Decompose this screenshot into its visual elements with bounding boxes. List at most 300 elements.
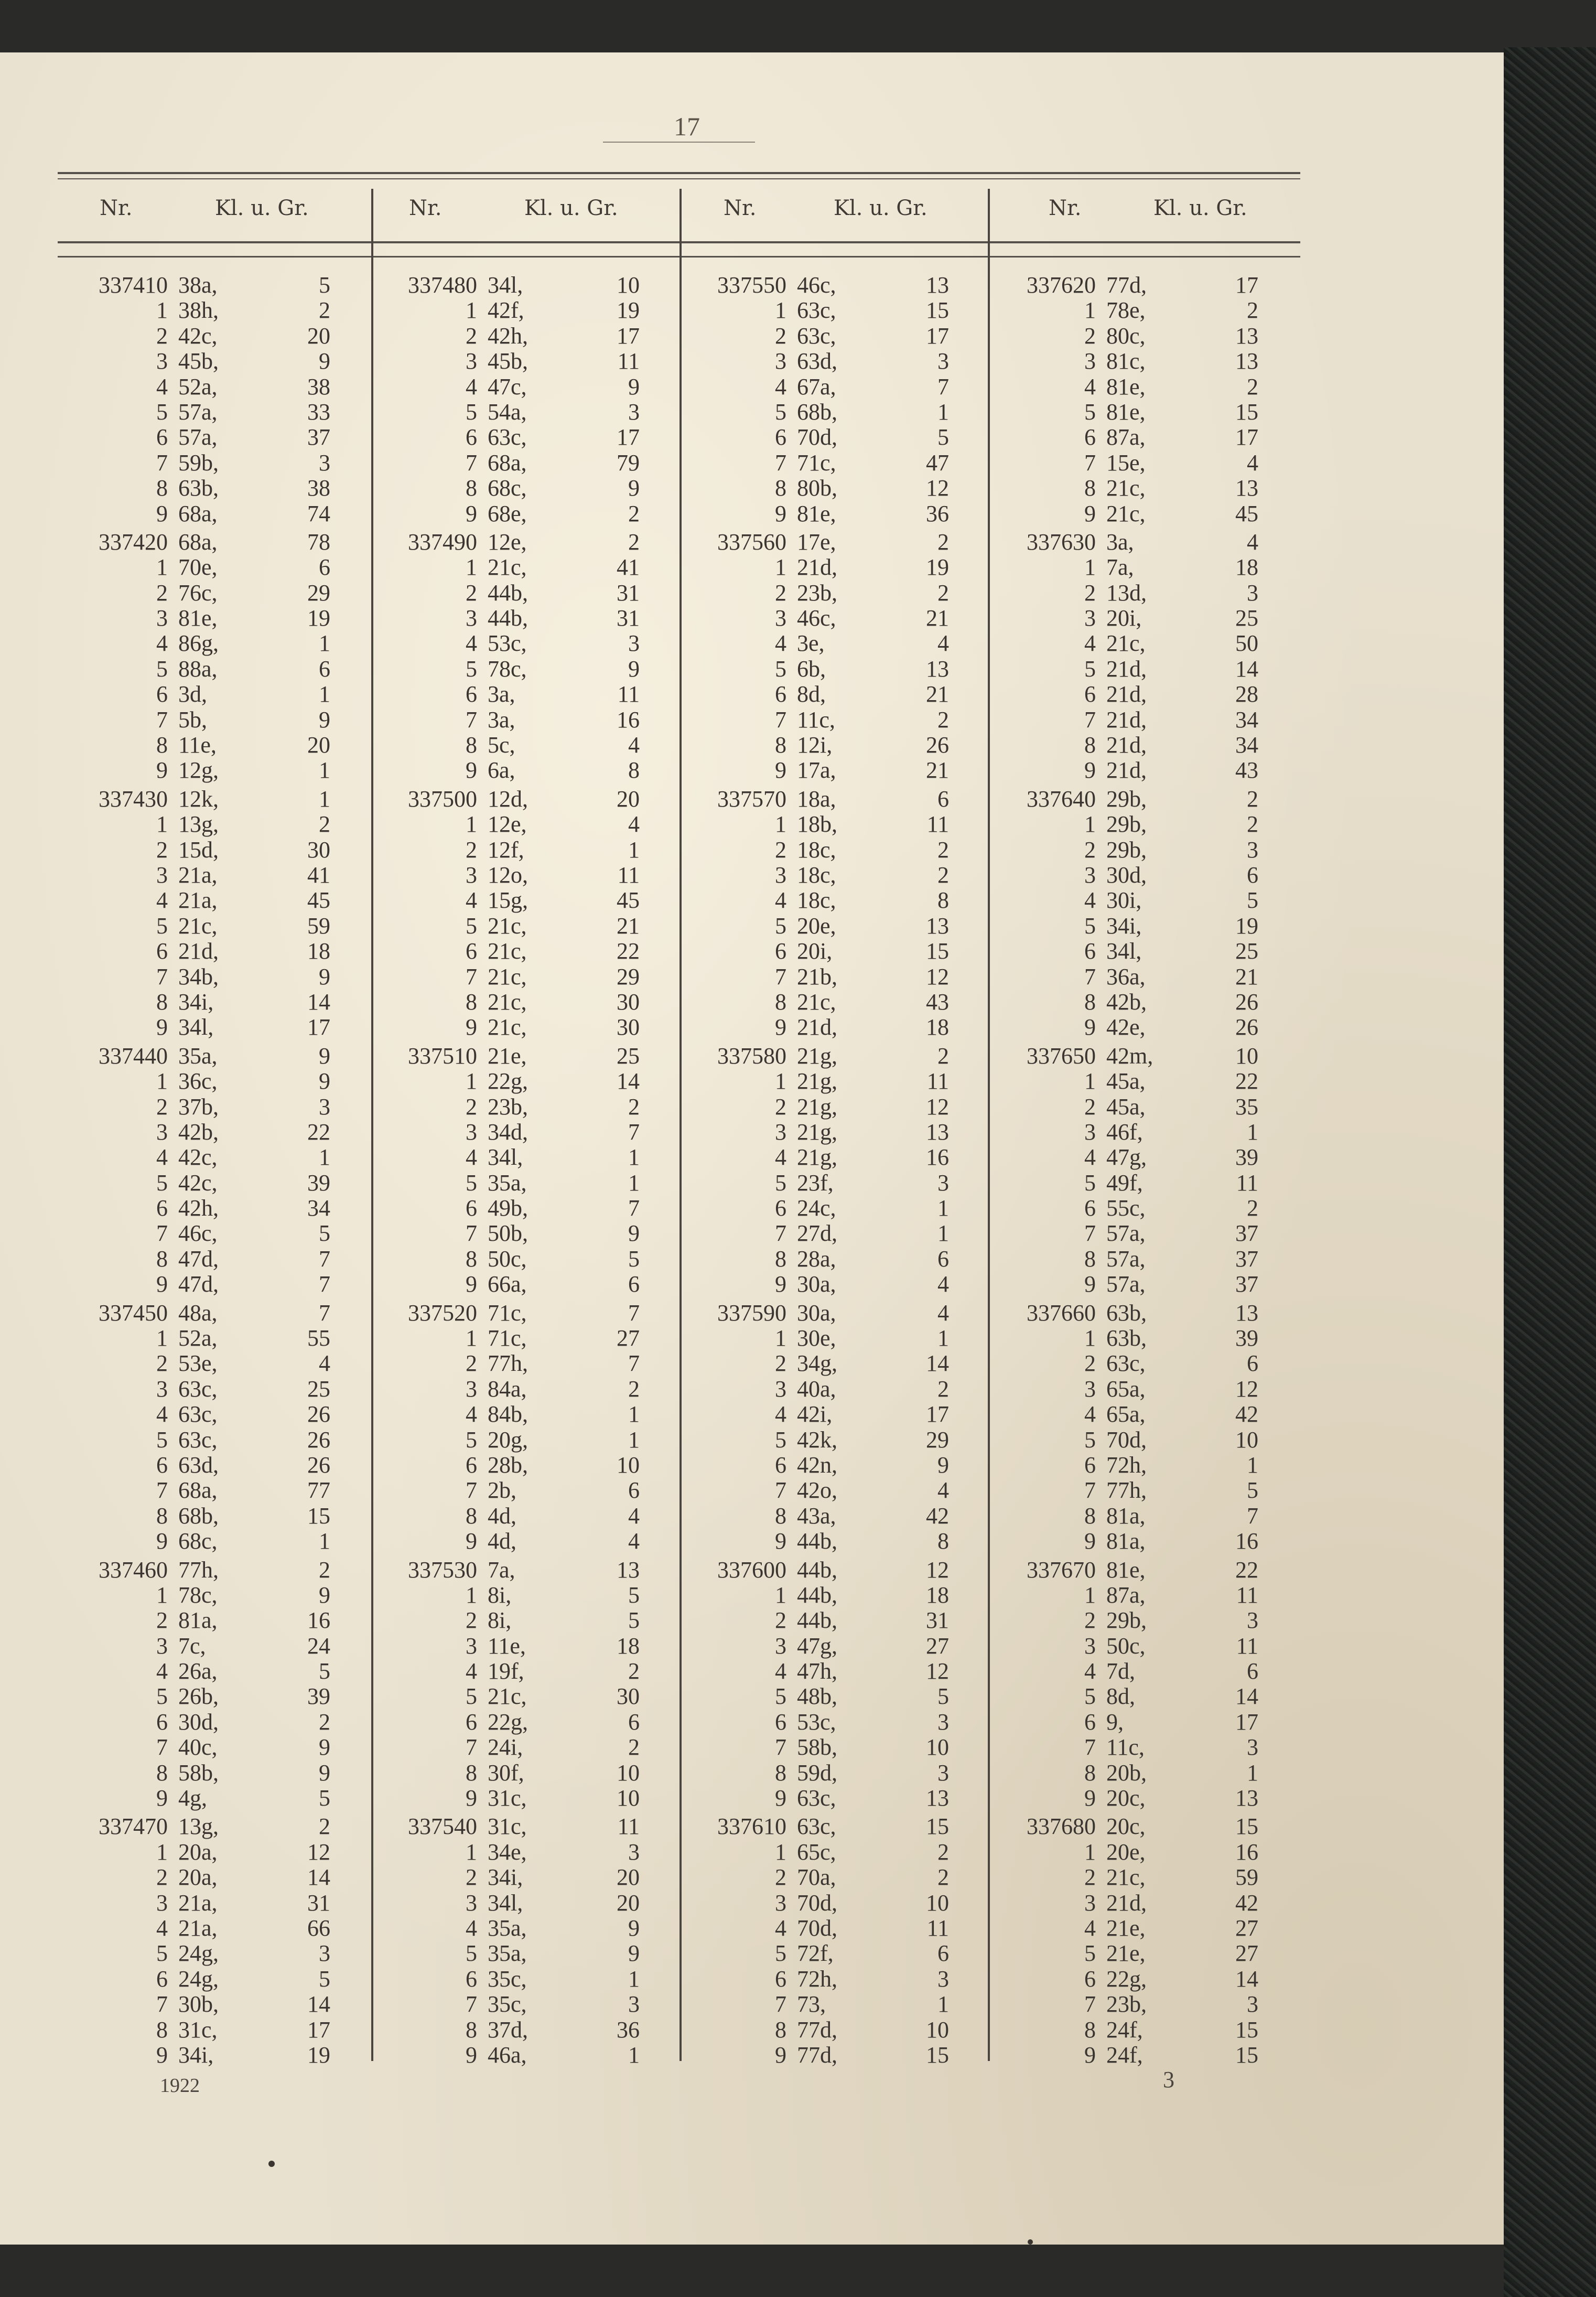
table-row xyxy=(986,863,1295,888)
table-row xyxy=(676,1247,986,1272)
class-group: 57a, xyxy=(1106,1246,1146,1272)
table-row xyxy=(58,682,367,707)
group-number: 7 xyxy=(319,1246,330,1272)
class-group: 7c, xyxy=(178,1633,206,1659)
entry-number: 9 xyxy=(466,1014,477,1040)
entry-number: 7 xyxy=(156,1734,168,1761)
class-group: 28a, xyxy=(797,1246,836,1272)
entry-number: 337620 xyxy=(1027,272,1096,298)
table-row xyxy=(986,1504,1295,1529)
class-group: 21g, xyxy=(797,1093,837,1120)
table-row xyxy=(676,1351,986,1376)
entry-number: 4 xyxy=(466,630,477,657)
group-number: 25 xyxy=(307,1376,330,1402)
group-number: 2 xyxy=(319,1813,330,1840)
class-group: 59d, xyxy=(797,1759,837,1786)
group-number: 1 xyxy=(937,1195,949,1221)
group-number: 21 xyxy=(926,681,949,707)
class-group: 30f, xyxy=(488,1759,524,1786)
entry-number: 4 xyxy=(156,1144,168,1171)
group-number: 5 xyxy=(319,1658,330,1684)
class-group: 57a, xyxy=(178,424,218,450)
table-row xyxy=(367,787,676,812)
table-row xyxy=(58,657,367,682)
table-row xyxy=(367,1326,676,1351)
class-group: 81a, xyxy=(1106,1502,1146,1529)
class-group: 12o, xyxy=(488,862,528,888)
table-row xyxy=(58,476,367,501)
entry-number: 5 xyxy=(156,656,168,682)
book-binding xyxy=(1504,47,1596,2297)
entry-number: 2 xyxy=(156,579,168,606)
group-number: 16 xyxy=(926,1144,949,1171)
group-number: 5 xyxy=(937,424,949,450)
table-row xyxy=(986,1814,1295,1839)
group-number: 36 xyxy=(617,2016,640,2043)
table-row xyxy=(986,450,1295,476)
entry-number: 4 xyxy=(466,887,477,914)
group-number: 15 xyxy=(926,938,949,964)
group-number: 5 xyxy=(319,1966,330,1992)
class-group: 21c, xyxy=(488,989,527,1015)
group-number: 6 xyxy=(628,1709,640,1735)
table-row xyxy=(58,1786,367,1811)
group-number: 2 xyxy=(937,862,949,888)
class-group: 7d, xyxy=(1106,1658,1135,1684)
table-row xyxy=(367,1427,676,1453)
entry-number: 5 xyxy=(156,913,168,939)
class-group: 63c, xyxy=(178,1376,218,1402)
class-group: 45a, xyxy=(1106,1068,1146,1094)
class-group: 35a, xyxy=(488,1940,527,1967)
class-group: 21d, xyxy=(1106,757,1147,783)
table-row xyxy=(676,1710,986,1735)
table-row xyxy=(367,581,676,606)
table-row xyxy=(367,1094,676,1120)
table-row xyxy=(58,1735,367,1760)
group-number: 2 xyxy=(937,836,949,863)
group-number: 37 xyxy=(307,424,330,450)
group-number: 33 xyxy=(307,399,330,425)
entry-number: 2 xyxy=(156,836,168,863)
table-row xyxy=(676,1069,986,1094)
class-group: 21c, xyxy=(1106,1864,1146,1891)
entry-number: 7 xyxy=(466,1220,477,1247)
group-number: 3 xyxy=(1247,579,1258,606)
entry-number: 4 xyxy=(466,373,477,400)
table-row xyxy=(367,324,676,349)
group-number: 5 xyxy=(319,1220,330,1247)
class-group: 3d, xyxy=(178,681,207,707)
class-group: 20g, xyxy=(488,1426,528,1453)
entry-number: 9 xyxy=(466,1271,477,1297)
table-row xyxy=(58,2017,367,2043)
group-number: 16 xyxy=(307,1607,330,1634)
table-row xyxy=(58,1044,367,1069)
group-number: 21 xyxy=(926,605,949,631)
page-number: 17 xyxy=(674,112,700,141)
entry-number: 7 xyxy=(1084,963,1096,990)
table-row xyxy=(58,1967,367,1992)
table-row xyxy=(986,349,1295,374)
group-number: 3 xyxy=(1247,1991,1258,2017)
group-number: 18 xyxy=(617,1633,640,1659)
class-group: 78c, xyxy=(488,656,527,682)
table-row xyxy=(58,530,367,555)
class-group: 12k, xyxy=(178,786,219,812)
entry-number: 3 xyxy=(156,1376,168,1402)
table-row xyxy=(986,1840,1295,1865)
group-number: 11 xyxy=(926,1068,949,1094)
entry-number: 8 xyxy=(1084,1502,1096,1529)
table-row xyxy=(986,324,1295,349)
table-row xyxy=(676,324,986,349)
group-number: 4 xyxy=(937,1271,949,1297)
table-row xyxy=(676,888,986,913)
entry-number: 9 xyxy=(775,1014,786,1040)
table-row xyxy=(676,758,986,783)
table-row xyxy=(986,1941,1295,1966)
class-group: 77d, xyxy=(797,2016,837,2043)
table-top-rule xyxy=(58,172,1300,174)
group-number: 30 xyxy=(617,1014,640,1040)
class-group: 76c, xyxy=(178,579,218,606)
table-row xyxy=(58,273,367,298)
entry-number: 6 xyxy=(775,1195,786,1221)
table-row xyxy=(676,425,986,450)
group-number: 20 xyxy=(617,1864,640,1891)
class-group: 12g, xyxy=(178,757,219,783)
table-row xyxy=(367,758,676,783)
entry-number: 7 xyxy=(156,1220,168,1247)
class-group: 21c, xyxy=(488,1683,527,1710)
class-group: 18b, xyxy=(797,811,837,838)
class-group: 3a, xyxy=(488,681,515,707)
class-group: 63d, xyxy=(178,1452,219,1478)
entry-number: 4 xyxy=(1084,373,1096,400)
group-number: 6 xyxy=(937,786,949,812)
table-row xyxy=(986,758,1295,783)
entry-number: 1 xyxy=(775,1582,786,1608)
group-number: 9 xyxy=(319,1068,330,1094)
table-row xyxy=(367,1504,676,1529)
class-group: 34l, xyxy=(1106,938,1142,964)
entry-number: 5 xyxy=(775,913,786,939)
table-row xyxy=(367,349,676,374)
group-number: 59 xyxy=(307,913,330,939)
group-number: 3 xyxy=(937,1709,949,1735)
class-group: 34d, xyxy=(488,1119,528,1145)
entry-number: 8 xyxy=(775,989,786,1015)
class-group: 37b, xyxy=(178,1093,219,1120)
group-number: 37 xyxy=(1235,1246,1258,1272)
group-number: 30 xyxy=(617,989,640,1015)
table-row xyxy=(676,1659,986,1684)
table-row xyxy=(367,1710,676,1735)
class-group: 44b, xyxy=(488,605,528,631)
table-row xyxy=(676,530,986,555)
entry-number: 1 xyxy=(156,297,168,324)
table-row xyxy=(986,1865,1295,1890)
entry-number: 2 xyxy=(1084,323,1096,349)
entry-number: 8 xyxy=(466,732,477,758)
class-group: 42c, xyxy=(178,323,218,349)
entry-number: 2 xyxy=(775,323,786,349)
group-number: 1 xyxy=(937,399,949,425)
entry-number: 8 xyxy=(1084,2016,1096,2043)
table-row xyxy=(58,787,367,812)
header-nr: Nr. xyxy=(409,196,442,220)
group-number: 2 xyxy=(1247,297,1258,324)
class-group: 38a, xyxy=(178,272,218,298)
table-row xyxy=(58,581,367,606)
table-row xyxy=(676,1761,986,1786)
entry-number: 5 xyxy=(1084,1169,1096,1196)
table-column-2 xyxy=(367,273,676,2068)
table-row xyxy=(986,1659,1295,1684)
entry-number: 9 xyxy=(156,2042,168,2068)
class-group: 21e, xyxy=(488,1043,527,1069)
entry-number: 3 xyxy=(1084,862,1096,888)
class-group: 48a, xyxy=(178,1300,218,1326)
entry-number: 9 xyxy=(775,2042,786,2068)
group-number: 17 xyxy=(926,1401,949,1427)
class-group: 4d, xyxy=(488,1528,516,1554)
entry-number: 9 xyxy=(466,1785,477,1811)
entry-number: 8 xyxy=(156,989,168,1015)
class-group: 65a, xyxy=(1106,1401,1146,1427)
class-group: 42k, xyxy=(797,1426,837,1453)
table-row xyxy=(986,1015,1295,1040)
class-group: 20c, xyxy=(1106,1785,1146,1811)
entry-number: 4 xyxy=(156,1658,168,1684)
group-number: 12 xyxy=(307,1839,330,1865)
class-group: 47g, xyxy=(797,1633,837,1659)
class-group: 21b, xyxy=(797,963,837,990)
entry-number: 1 xyxy=(466,1325,477,1351)
group-number: 26 xyxy=(307,1426,330,1453)
entry-number: 9 xyxy=(1084,1014,1096,1040)
group-number: 1 xyxy=(628,1426,640,1453)
group-number: 1 xyxy=(319,1528,330,1554)
table-row xyxy=(58,1865,367,1890)
class-group: 63c, xyxy=(178,1426,218,1453)
class-group: 54a, xyxy=(488,399,527,425)
ink-spot xyxy=(1028,2239,1033,2245)
group-number: 2 xyxy=(628,1093,640,1120)
group-number: 8 xyxy=(937,1528,949,1554)
class-group: 24c, xyxy=(797,1195,836,1221)
table-row xyxy=(58,1301,367,1326)
entry-number: 8 xyxy=(1084,1759,1096,1786)
class-group: 81e, xyxy=(1106,373,1146,400)
class-group: 29b, xyxy=(1106,836,1147,863)
table-row xyxy=(367,1659,676,1684)
table-row xyxy=(58,631,367,656)
group-number: 31 xyxy=(617,605,640,631)
table-row xyxy=(986,1402,1295,1427)
group-number: 17 xyxy=(926,323,949,349)
entry-number: 337540 xyxy=(408,1813,477,1840)
entry-number: 3 xyxy=(156,1633,168,1659)
table-row xyxy=(58,425,367,450)
group-number: 2 xyxy=(628,529,640,555)
table-row xyxy=(986,1608,1295,1633)
table-row xyxy=(986,1583,1295,1608)
entry-number: 6 xyxy=(466,1195,477,1221)
class-group: 80b, xyxy=(797,475,837,501)
class-group: 50c, xyxy=(488,1246,527,1272)
table-column-4 xyxy=(986,273,1295,2068)
table-row xyxy=(676,1634,986,1659)
group-number: 18 xyxy=(926,1014,949,1040)
class-group: 67a, xyxy=(797,373,836,400)
class-group: 77h, xyxy=(178,1557,219,1583)
entry-number: 4 xyxy=(156,1401,168,1427)
class-group: 12e, xyxy=(488,811,527,838)
class-group: 34i, xyxy=(488,1864,523,1891)
entry-number: 7 xyxy=(156,963,168,990)
class-group: 6a, xyxy=(488,757,515,783)
group-number: 9 xyxy=(319,1734,330,1761)
group-number: 17 xyxy=(1235,1709,1258,1735)
group-number: 1 xyxy=(319,757,330,783)
group-number: 14 xyxy=(1235,1966,1258,1992)
table-row xyxy=(367,1529,676,1554)
class-group: 20e, xyxy=(1106,1839,1146,1865)
table-row xyxy=(367,1120,676,1145)
group-number: 34 xyxy=(307,1195,330,1221)
class-group: 12i, xyxy=(797,732,833,758)
class-group: 47g, xyxy=(1106,1144,1147,1171)
table-row xyxy=(367,1171,676,1196)
entry-number: 5 xyxy=(1084,399,1096,425)
table-row xyxy=(367,1069,676,1094)
class-group: 31c, xyxy=(178,2016,218,2043)
table-row xyxy=(58,501,367,527)
group-number: 8 xyxy=(628,757,640,783)
table-row xyxy=(676,787,986,812)
table-row xyxy=(986,1247,1295,1272)
header-kl: Kl. u. Gr. xyxy=(215,196,309,220)
group-number: 18 xyxy=(926,1582,949,1608)
table-row xyxy=(676,450,986,476)
entry-number: 337660 xyxy=(1027,1300,1096,1326)
table-row xyxy=(58,1992,367,2017)
table-row xyxy=(676,1044,986,1069)
class-group: 3a, xyxy=(1106,529,1134,555)
class-group: 31c, xyxy=(488,1785,527,1811)
group-number: 9 xyxy=(628,373,640,400)
class-group: 34b, xyxy=(178,963,219,990)
group-number: 19 xyxy=(1235,913,1258,939)
entry-number: 2 xyxy=(775,836,786,863)
group-number: 13 xyxy=(1235,475,1258,501)
group-number: 11 xyxy=(926,811,949,838)
class-group: 43a, xyxy=(797,1502,836,1529)
group-number: 7 xyxy=(628,1350,640,1377)
class-group: 55c, xyxy=(1106,1195,1146,1221)
group-number: 1 xyxy=(628,2042,640,2068)
entry-number: 1 xyxy=(156,1325,168,1351)
table-row xyxy=(367,400,676,425)
table-row xyxy=(676,1786,986,1811)
entry-number: 4 xyxy=(1084,887,1096,914)
entry-number: 3 xyxy=(156,862,168,888)
entry-number: 4 xyxy=(775,630,786,657)
group-number: 6 xyxy=(1247,862,1258,888)
group-number: 27 xyxy=(1235,1940,1258,1967)
entry-number: 4 xyxy=(156,630,168,657)
group-number: 9 xyxy=(319,1043,330,1069)
entry-number: 8 xyxy=(466,1246,477,1272)
class-group: 21a, xyxy=(178,1915,218,1941)
entry-number: 1 xyxy=(156,1068,168,1094)
class-group: 68b, xyxy=(797,399,837,425)
entry-number: 337590 xyxy=(717,1300,786,1326)
table-row xyxy=(58,1402,367,1427)
class-group: 42i, xyxy=(797,1401,833,1427)
class-group: 40a, xyxy=(797,1376,836,1402)
group-number: 4 xyxy=(937,1300,949,1326)
class-group: 37d, xyxy=(488,2016,528,2043)
entry-number: 9 xyxy=(466,2042,477,2068)
table-row xyxy=(58,1891,367,1916)
entry-number: 9 xyxy=(775,1271,786,1297)
table-row xyxy=(58,1710,367,1735)
class-group: 63c, xyxy=(488,424,527,450)
entry-number: 3 xyxy=(156,1890,168,1916)
table-row xyxy=(676,631,986,656)
entry-number: 4 xyxy=(156,1915,168,1941)
class-group: 11c, xyxy=(1106,1734,1145,1761)
group-number: 6 xyxy=(319,656,330,682)
table-row xyxy=(986,888,1295,913)
group-number: 2 xyxy=(937,529,949,555)
group-number: 2 xyxy=(937,706,949,733)
entry-number: 2 xyxy=(466,1864,477,1891)
table-row xyxy=(58,1504,367,1529)
table-row xyxy=(676,1941,986,1966)
group-number: 7 xyxy=(1247,1502,1258,1529)
entry-number: 1 xyxy=(466,1068,477,1094)
group-number: 17 xyxy=(307,1014,330,1040)
table-row xyxy=(986,1891,1295,1916)
class-group: 21a, xyxy=(178,1890,218,1916)
class-group: 21d, xyxy=(797,1014,837,1040)
page-number-rule xyxy=(603,142,755,143)
class-group: 57a, xyxy=(1106,1271,1146,1297)
group-number: 21 xyxy=(617,913,640,939)
table-row xyxy=(986,1094,1295,1120)
class-group: 13d, xyxy=(1106,579,1147,606)
table-column-1 xyxy=(58,273,367,2068)
table-row xyxy=(986,1558,1295,1583)
entry-number: 337450 xyxy=(99,1300,168,1326)
entry-number: 4 xyxy=(1084,1144,1096,1171)
table-row xyxy=(676,501,986,527)
class-group: 2b, xyxy=(488,1477,516,1504)
class-group: 72h, xyxy=(1106,1452,1147,1478)
class-group: 71c, xyxy=(797,449,836,476)
entry-number: 3 xyxy=(775,1890,786,1916)
class-group: 7a, xyxy=(488,1557,515,1583)
class-group: 77h, xyxy=(488,1350,528,1377)
group-number: 9 xyxy=(628,475,640,501)
class-group: 68c, xyxy=(488,475,527,501)
entry-number: 9 xyxy=(1084,1528,1096,1554)
table-row xyxy=(367,1840,676,1865)
